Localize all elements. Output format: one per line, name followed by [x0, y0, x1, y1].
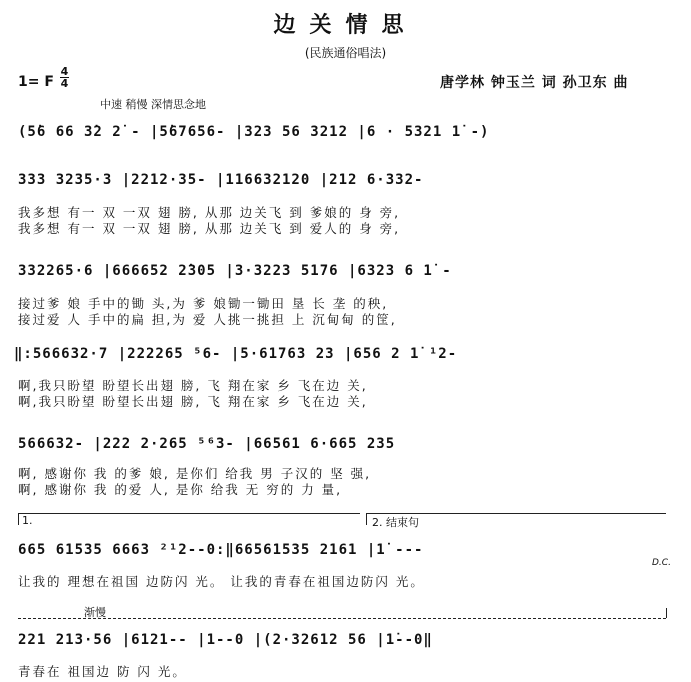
- key-signature: 1= F: [18, 74, 54, 90]
- notation-line-7: 221 213·56 |6121-- |1--0 |(2·32612 56 |1̇--0‖: [18, 632, 433, 648]
- meter-top: 4: [60, 65, 69, 78]
- volta-2-bracket-edge: [366, 513, 367, 525]
- time-signature: [60, 66, 69, 89]
- lyric-line-7: 青春在 祖国边 防 闪 光。: [18, 664, 187, 679]
- lyric-line-6: 让我的 理想在祖国 边防闪 光。 让我的青春在祖国边防闪 光。: [18, 574, 425, 589]
- lyric-line-4-verse-2: 啊,我只盼望 盼望长出翅 膀, 飞 翔在家 乡 飞在边 关,: [18, 394, 368, 409]
- volta-2-label: 2. 结束句: [372, 516, 419, 529]
- notation-line-2: 333 3235·3 |2212·35- |116632120 |212 6·332-: [18, 172, 424, 188]
- ritardando-marking: 渐慢: [84, 606, 106, 619]
- tempo-marking: 中速 稍慢 深情思念地: [100, 98, 206, 111]
- lyric-line-4-verse-1: 啊,我只盼望 盼望长出翅 膀, 飞 翔在家 乡 飞在边 关,: [18, 378, 368, 393]
- notation-line-3: 332265·6 |666652 2̇305 |3·3223 5176 |6323 6 1̇ -: [18, 263, 452, 279]
- song-credits: 唐学林 钟玉兰 词 孙卫东 曲: [440, 75, 629, 91]
- lyric-line-5-verse-2: 啊, 感谢你 我 的爱 人, 是你 给我 无 穷的 力 量,: [18, 482, 343, 497]
- ritardando-extension-line: [18, 618, 666, 619]
- notation-line-4: ‖:566632·7 |222265 ⁵6- |5·61763 23 |656 2 1̇ ¹2-: [14, 346, 458, 362]
- lyric-line-3-verse-2: 接过爱 人 手中的扁 担,为 爱 人挑一挑担 上 沉甸甸 的筐,: [18, 312, 397, 327]
- volta-1-label: 1.: [22, 514, 33, 527]
- meter-bottom: 4: [60, 77, 69, 90]
- notation-line-1: (5̇6 66 3̇2 2̇ - |5̇67656- |323 56 3212 |6 · 5321 1̇ -): [18, 124, 490, 140]
- song-title: 边关情思: [273, 12, 418, 38]
- lyric-line-3-verse-1: 接过爹 娘 手中的锄 头,为 爹 娘锄一锄田 垦 长 垄 的秧,: [18, 296, 389, 311]
- dc-marking: D.C.: [652, 558, 671, 568]
- ritardando-end: [666, 608, 667, 618]
- notation-line-6: 665 61535 6663 ²¹2--0:‖66561535 2161 |1̇ ---: [18, 542, 424, 558]
- lyric-line-2-verse-1: 我多想 有一 双 一双 翅 膀, 从那 边关飞 到 爹娘的 身 旁,: [18, 205, 401, 220]
- lyric-line-5-verse-1: 啊, 感谢你 我 的爹 娘, 是你们 给我 男 子汉的 坚 强,: [18, 466, 372, 481]
- volta-1-bracket: [18, 513, 360, 514]
- lyric-line-2-verse-2: 我多想 有一 双 一双 翅 膀, 从那 边关飞 到 爱人的 身 旁,: [18, 221, 401, 236]
- volta-1-bracket-edge: [18, 513, 19, 525]
- song-subtitle: (民族通俗唱法): [304, 46, 387, 60]
- notation-line-5: 566632- |222 2·265 ⁵⁶3- |66561 6·665 235: [18, 436, 396, 452]
